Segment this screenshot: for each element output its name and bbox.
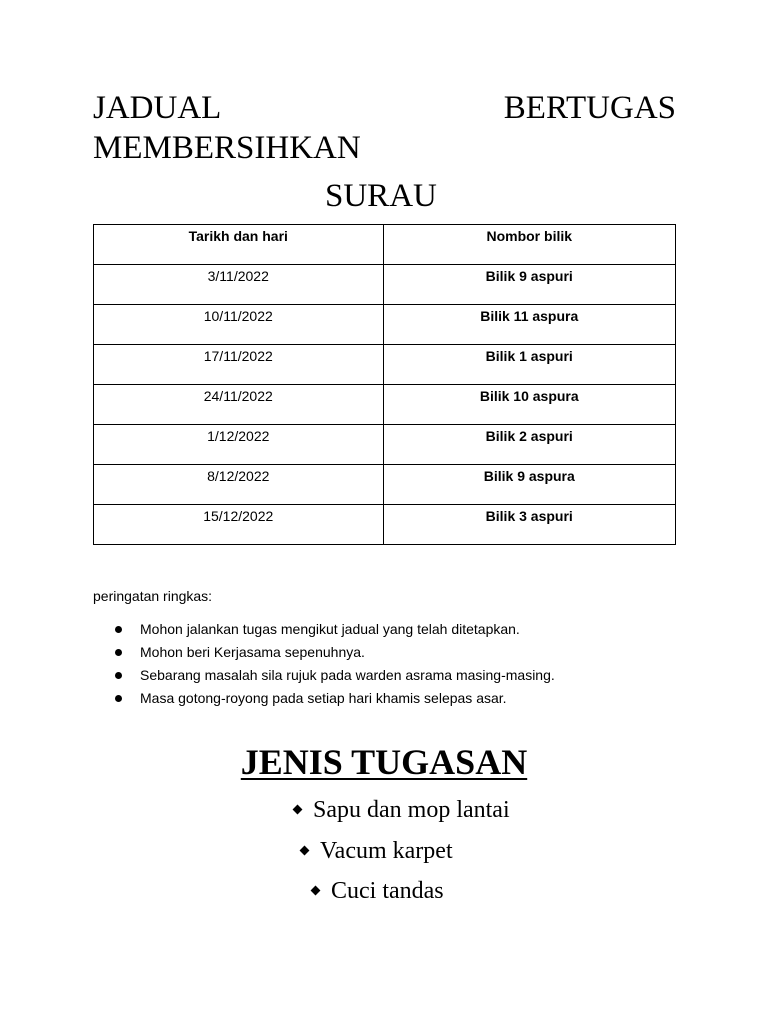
room-cell: Bilik 9 aspura bbox=[383, 465, 675, 505]
diamond-bullet-icon bbox=[293, 805, 303, 815]
room-cell: Bilik 2 aspuri bbox=[383, 425, 675, 465]
note-text: Mohon jalankan tugas mengikut jadual yang telah ditetapkan. bbox=[140, 621, 520, 637]
table-header-row bbox=[94, 225, 676, 265]
task-item bbox=[294, 795, 510, 825]
list-item bbox=[93, 664, 555, 687]
diamond-bullet-icon bbox=[311, 886, 321, 896]
task-text: Sapu dan mop lantai bbox=[313, 797, 510, 823]
bullet-icon bbox=[115, 695, 122, 702]
list-item bbox=[93, 618, 555, 641]
date-cell: 1/12/2022 bbox=[94, 425, 384, 465]
bullet-icon bbox=[115, 626, 122, 633]
task-text: Cuci tandas bbox=[331, 878, 444, 904]
date-cell: 8/12/2022 bbox=[94, 465, 384, 505]
column-header-room: Nombor bilik bbox=[383, 225, 675, 265]
title-word-bertugas: BERTUGAS bbox=[503, 90, 676, 126]
table-row bbox=[94, 505, 676, 545]
note-text: Sebarang masalah sila rujuk pada warden asrama masing-masing. bbox=[140, 667, 555, 683]
tasks-heading-text: JENIS TUGASAN bbox=[240, 742, 528, 782]
tasks-heading bbox=[0, 740, 768, 784]
room-cell: Bilik 10 aspura bbox=[383, 385, 675, 425]
document-title-line-3: SURAU bbox=[325, 178, 437, 214]
table-row bbox=[94, 305, 676, 345]
note-text: Mohon beri Kerjasama sepenuhnya. bbox=[140, 644, 365, 660]
room-cell: Bilik 11 aspura bbox=[383, 305, 675, 345]
bullet-icon bbox=[115, 672, 122, 679]
task-text: Vacum karpet bbox=[320, 838, 453, 864]
room-cell: Bilik 1 aspuri bbox=[383, 345, 675, 385]
room-cell: Bilik 9 aspuri bbox=[383, 265, 675, 305]
date-cell: 24/11/2022 bbox=[94, 385, 384, 425]
notes-list bbox=[93, 618, 555, 710]
table-row bbox=[94, 465, 676, 505]
list-item bbox=[93, 687, 555, 710]
date-cell: 15/12/2022 bbox=[94, 505, 384, 545]
list-item bbox=[93, 641, 555, 664]
table-row bbox=[94, 425, 676, 465]
diamond-bullet-icon bbox=[300, 846, 310, 856]
column-header-date: Tarikh dan hari bbox=[94, 225, 384, 265]
document-title-line-1 bbox=[93, 88, 676, 128]
title-word-jadual: JADUAL bbox=[93, 90, 222, 126]
document-title-line-2: MEMBERSIHKAN bbox=[93, 130, 361, 166]
schedule-table bbox=[93, 224, 676, 545]
date-cell: 10/11/2022 bbox=[94, 305, 384, 345]
room-cell: Bilik 3 aspuri bbox=[383, 505, 675, 545]
task-item bbox=[312, 876, 444, 906]
table-row bbox=[94, 265, 676, 305]
note-text: Masa gotong-royong pada setiap hari khamis selepas asar. bbox=[140, 690, 507, 706]
bullet-icon bbox=[115, 649, 122, 656]
notes-label: peringatan ringkas: bbox=[93, 588, 213, 604]
date-cell: 17/11/2022 bbox=[94, 345, 384, 385]
table-row bbox=[94, 345, 676, 385]
task-item bbox=[301, 836, 453, 866]
date-cell: 3/11/2022 bbox=[94, 265, 384, 305]
table-row bbox=[94, 385, 676, 425]
